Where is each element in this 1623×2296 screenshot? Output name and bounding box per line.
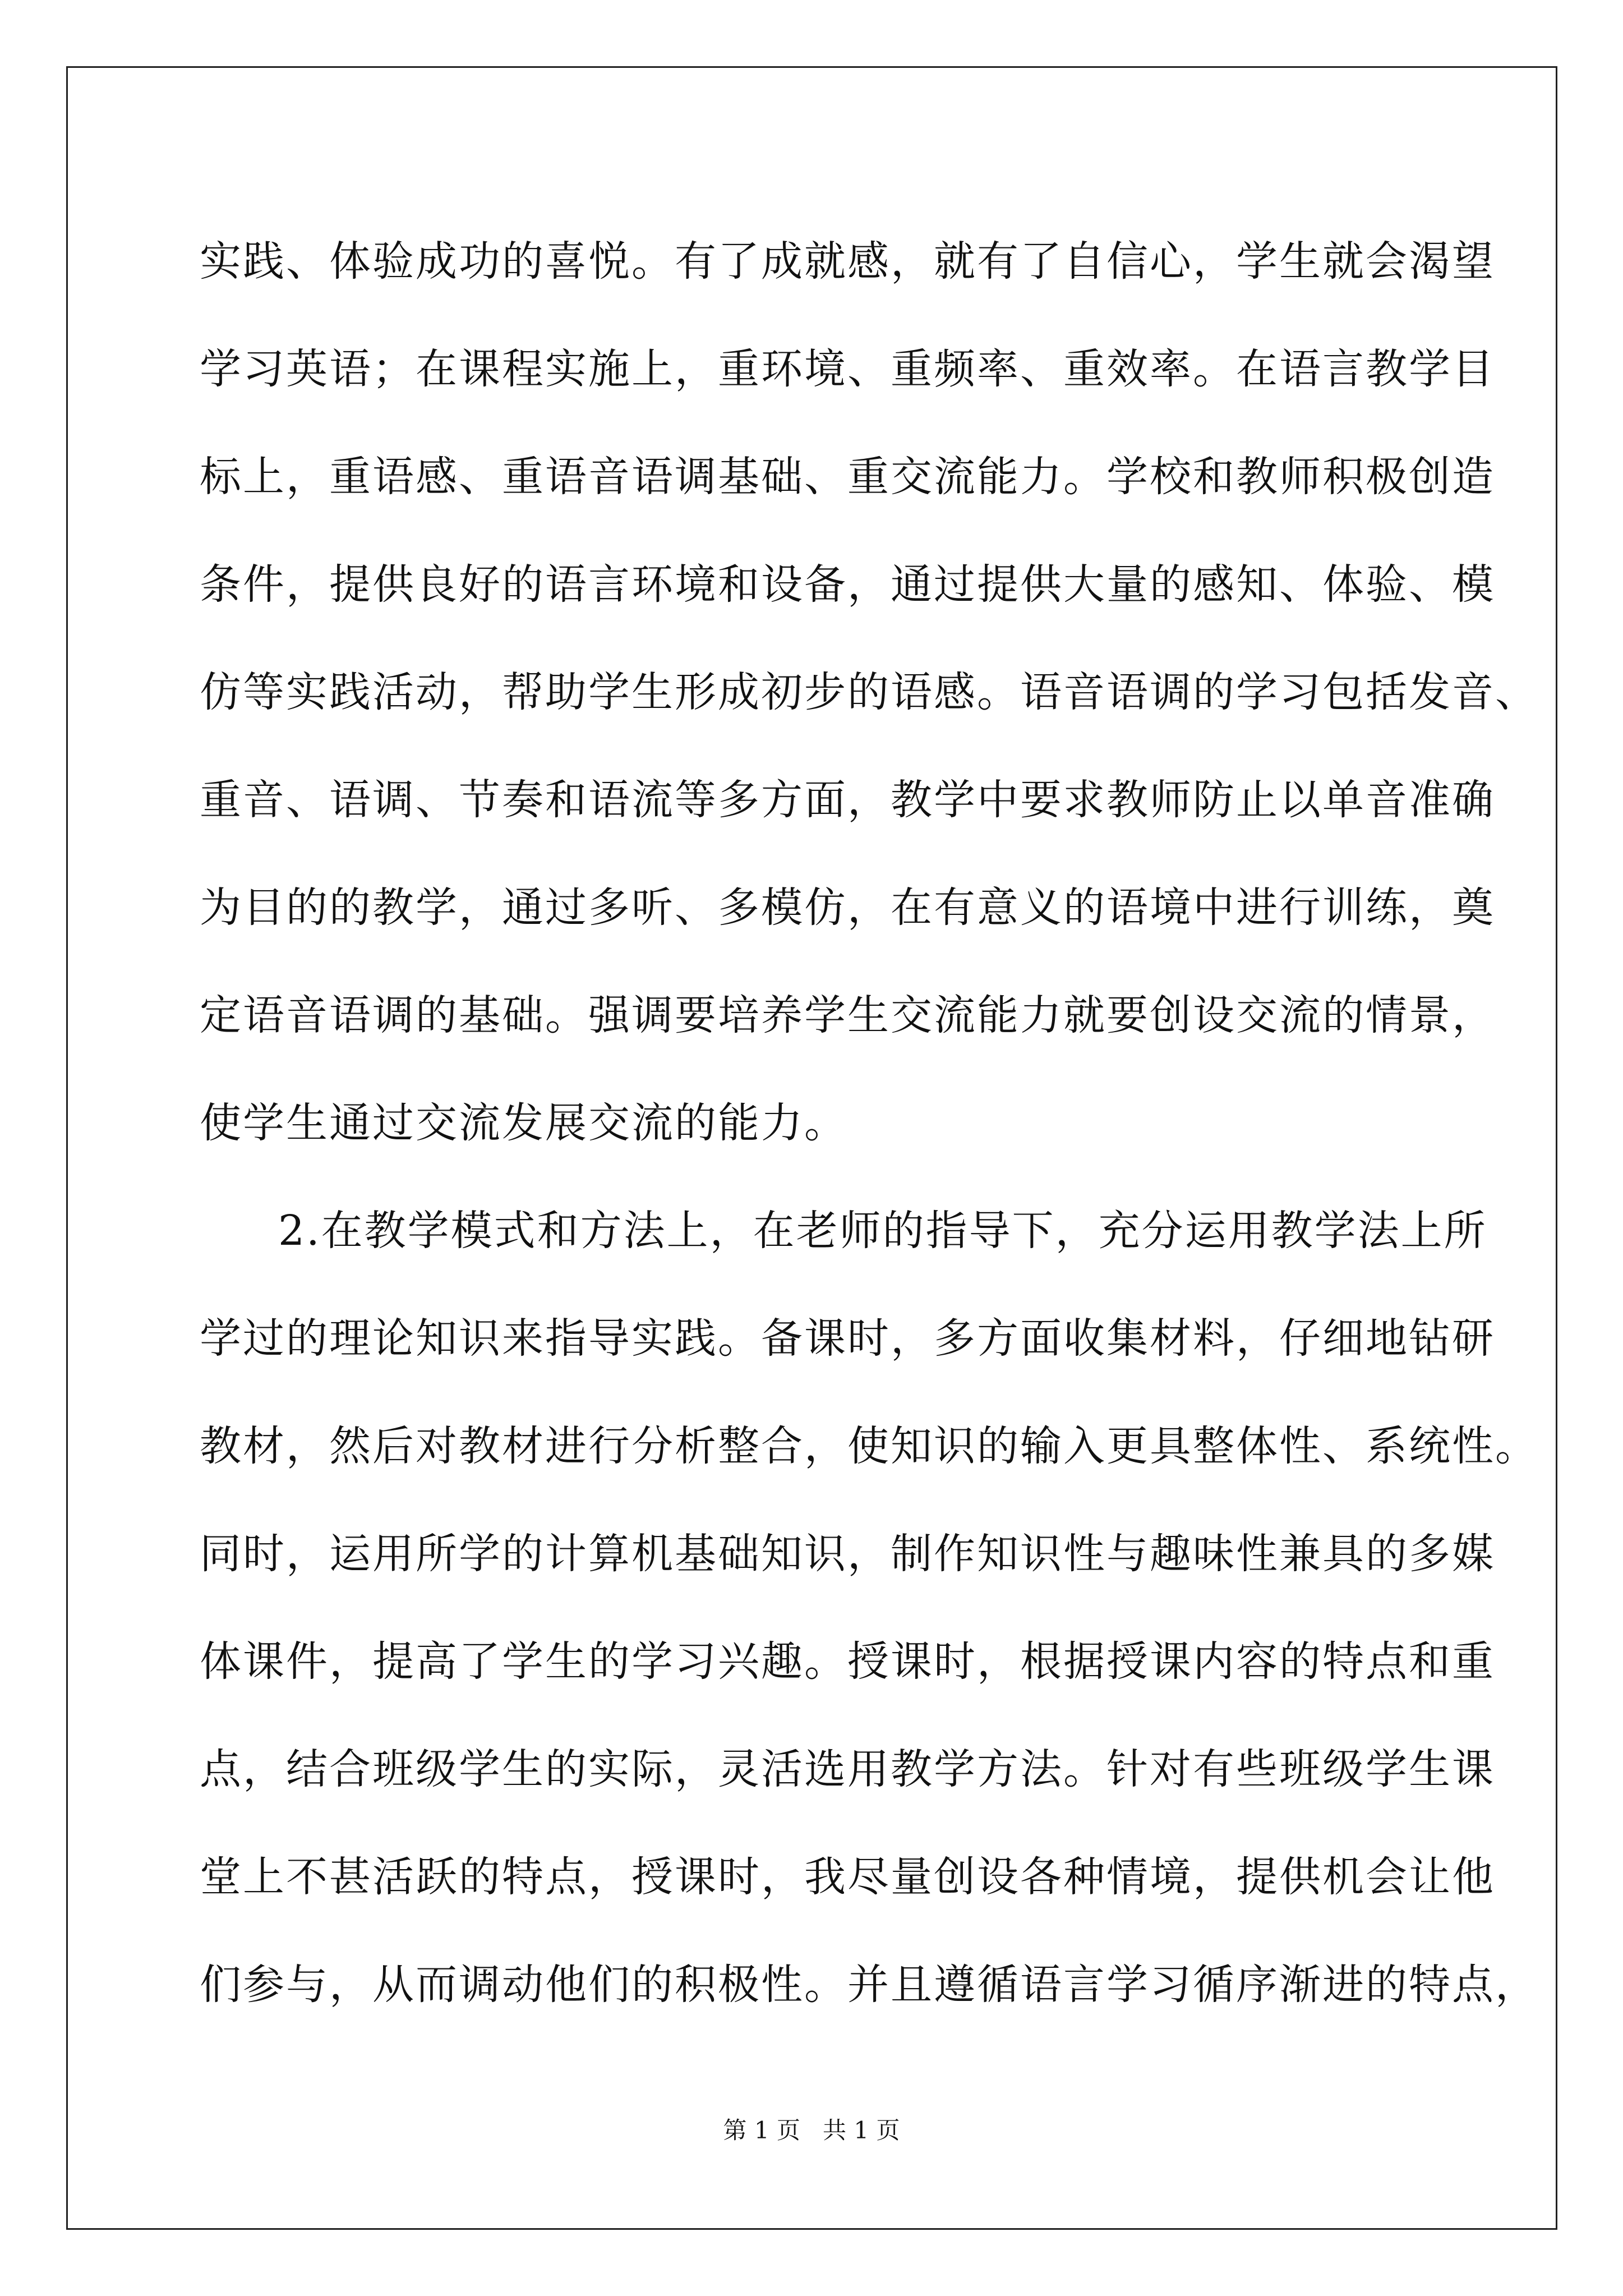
text-line: 仿等实践活动，帮助学生形成初步的语感。语音语调的学习包括发音、: [200, 668, 1538, 716]
text-line: 实践、体验成功的喜悦。有了成就感，就有了自信心，学生就会渴望: [200, 237, 1495, 286]
text-line: 们参与，从而调动他们的积极性。并且遵循语言学习循序渐进的特点，: [200, 1961, 1538, 2009]
text-line: 为目的的教学，通过多听、多模仿，在有意义的语境中进行训练，奠: [200, 884, 1495, 932]
text-line: 重音、语调、节奏和语流等多方面，教学中要求教师防止以单音准确: [200, 776, 1495, 824]
text-line: 点，结合班级学生的实际，灵活选用教学方法。针对有些班级学生课: [200, 1745, 1495, 1793]
body-text: [200, 208, 1538, 2039]
text-line: 教材，然后对教材进行分析整合，使知识的输入更具整体性、系统性。: [200, 1422, 1538, 1470]
text-line: 学过的理论知识来指导实践。备课时，多方面收集材料，仔细地钻研: [200, 1314, 1495, 1363]
text-line: 使学生通过交流发展交流的能力。: [200, 1099, 847, 1147]
text-line: 堂上不甚活跃的特点，授课时，我尽量创设各种情境，提供机会让他: [200, 1853, 1495, 1901]
text-line: 体课件，提高了学生的学习兴趣。授课时，根据授课内容的特点和重: [200, 1637, 1495, 1686]
text-line: 条件，提供良好的语言环境和设备，通过提供大量的感知、体验、模: [200, 560, 1495, 609]
text-line: 定语音语调的基础。强调要培养学生交流能力就要创设交流的情景，: [200, 991, 1495, 1039]
page-number-footer: 第 1 页 共 1 页: [723, 2116, 900, 2144]
text-line: 标上，重语感、重语音语调基础、重交流能力。学校和教师积极创造: [200, 453, 1495, 501]
text-line: 同时，运用所学的计算机基础知识，制作知识性与趣味性兼具的多媒: [200, 1530, 1495, 1578]
paragraph-start-line: 2.在教学模式和方法上，在老师的指导下，充分运用教学法上所: [278, 1207, 1487, 1255]
text-line: 学习英语；在课程实施上，重环境、重频率、重效率。在语言教学目: [200, 345, 1495, 393]
